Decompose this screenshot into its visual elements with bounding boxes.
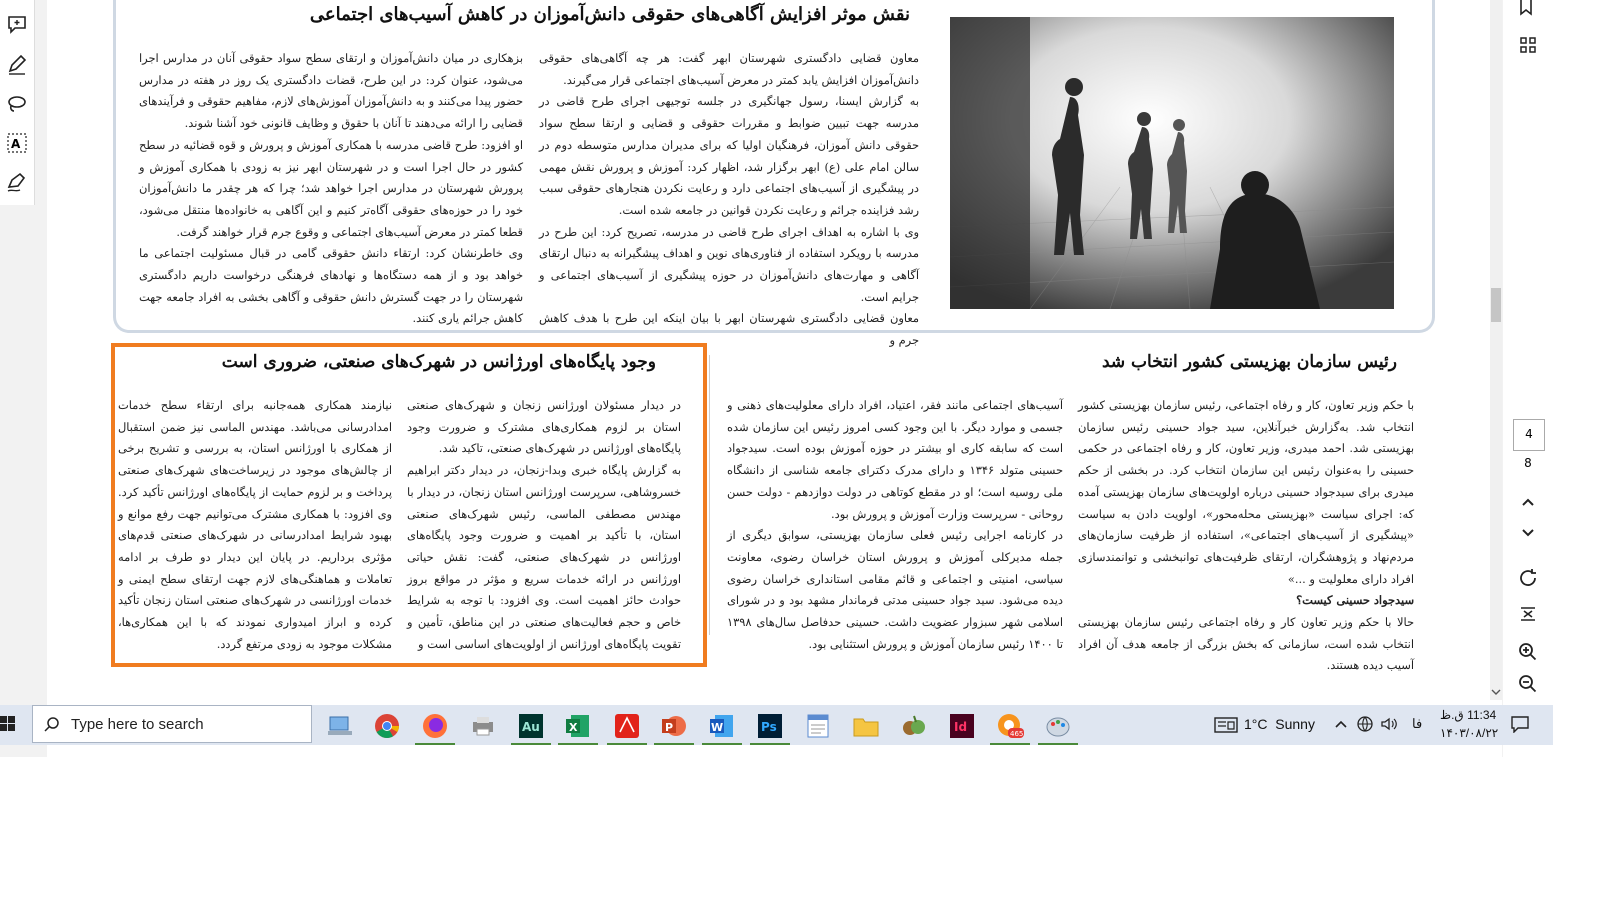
fit-page-icon[interactable] xyxy=(1516,602,1540,626)
top-article-col-right xyxy=(539,48,919,352)
paragraph: بزهکاری در میان دانش‌آموزان و ارتقای سطح سواد حقوقی آنان در مدارس اجرا می‌شود، عنوان کرد: در این طرح، قضات دادگستری یک روز در هفته در مدارس حضور پیدا می‌کنند و به دانش‌آموزان آموزش‌های لازم، مفاهیم حقوقی و فرآیندهای قضایی را ارائه می‌دهند تا آنان با حقوق و وظایف قانونی خود آشنا شوند. xyxy=(139,51,523,131)
paragraph: حالا با حکم وزیر تعاون کار و رفاه اجتماعی رئیس سازمان بهزیستی انتخاب شده است، سازمانی که بخش بزرگی از جامعه هدف آن افراد آسیب دیده هستند. xyxy=(1078,615,1414,673)
browser-badge-icon[interactable] xyxy=(995,711,1025,741)
welfare-article-title: رئیس سازمان بهزیستی کشور انتخاب شد xyxy=(1101,352,1397,372)
paragraph: نیازمند همکاری همه‌جانبه برای ارتقاء سطح خدمات امدادرسانی می‌باشد. مهندس الماسی نیز ضمن استقبال از همکاری با اورژانس استان، به بررسی و تشریح برخی از چالش‌های موجود در زیرساخت‌های شهرک‌های صنعتی پرداخت و بر لزوم حمایت از پایگاه‌های اورژانس تأکید کرد. وی افزود: با همکاری مشترک می‌توانیم جهت رفع موانع و بهبود شرایط امدادرسانی در شهرک‌های صنعتی قدم‌های مؤثری برداریم. در پایان این دیدار دو طرف بر ادامه تعاملات و هماهنگی‌های لازم جهت ارتقای سطح ایمنی و خدمات اورژانسی در شهرک‌های صنعتی استان زنجان تأکید کرده و ابراز امیدواری نمودند که با این همکاری‌ها، مشکلات موجود به زودی مرتفع گردد. xyxy=(118,398,392,651)
subheading: سیدجواد حسینی کیست؟ xyxy=(1296,593,1414,608)
show-hidden-icons-icon[interactable] xyxy=(1334,717,1348,731)
clock-date[interactable]: ۱۴۰۳/۰۸/۲۲ xyxy=(1440,726,1499,740)
running-indicator xyxy=(511,743,551,745)
weather-news-icon[interactable] xyxy=(1214,716,1238,734)
paragraph: وی خاطرنشان کرد: ارتقاء دانش حقوقی گامی در قبال مسئولیت اجتماعی ما خواهد بود و از همه دستگاه‌ها و نهادهای فرهنگی درخواست داریم دادگستری شهرستان را در جهت گسترش دانش حقوقی و آگاهی بخشی به افراد جامعه جهت کاهش جرائم یاری کنند. xyxy=(139,246,523,326)
svg-text:Ps: Ps xyxy=(761,720,777,734)
search-placeholder: Type here to search xyxy=(71,716,204,733)
firefox-icon[interactable] xyxy=(420,711,450,741)
vertical-scrollbar[interactable] xyxy=(1490,0,1502,700)
audition-icon[interactable] xyxy=(516,711,546,741)
running-indicator xyxy=(607,743,647,745)
acrobat-icon[interactable] xyxy=(612,711,642,741)
word-icon[interactable] xyxy=(707,711,737,741)
indesign-icon[interactable] xyxy=(947,711,977,741)
article-photo xyxy=(950,17,1394,309)
svg-text:P: P xyxy=(665,721,674,734)
welfare-col-left xyxy=(727,395,1063,655)
chrome-icon[interactable] xyxy=(372,711,402,741)
welfare-col-right xyxy=(1078,395,1414,677)
volume-icon[interactable] xyxy=(1380,715,1398,733)
total-pages: 8 xyxy=(1524,456,1532,470)
emergency-article-title: وجود پایگاه‌های اورژانس در شهرک‌های صنعتی، ضروری است xyxy=(221,352,656,372)
document-page xyxy=(47,0,1502,757)
paragraph: به گزارش پایگاه خبری وبدا-زنجان، در دیدار دکتر ابراهیم خسروشاهی، سرپرست اورژانس استان زنجان، در دیدار با مهندس مصطفی الماسی، رئیس شهرک‌های صنعتی استان، با تأکید بر اهمیت و ضرورت وجود پایگاه‌های اورژانس در شهرک‌های صنعتی، گفت: نقش حیاتی اورژانس در ارائه خدمات سریع و مؤثر در مواقع بروز حوادث حائز اهمیت است. وی افزود: با توجه به شرایط خاص و حجم فعالیت‌های صنعتی در این مناطق، تأمین و تقویت پایگاه‌های اورژانس از اولویت‌های اساسی است و xyxy=(407,463,681,651)
notifications-icon[interactable] xyxy=(1510,715,1530,733)
weather-text[interactable]: 1°C Sunny xyxy=(1244,716,1315,732)
search-icon xyxy=(43,716,61,734)
running-indicator xyxy=(654,743,694,745)
scrollbar-thumb[interactable] xyxy=(1491,288,1501,322)
zoom-in-icon[interactable] xyxy=(1516,640,1540,664)
powerpoint-icon[interactable] xyxy=(659,711,689,741)
running-indicator xyxy=(702,743,742,745)
network-globe-icon[interactable] xyxy=(1356,715,1374,733)
game-icon[interactable] xyxy=(899,711,929,741)
paragraph: آسیب‌های اجتماعی مانند فقر، اعتیاد، افراد دارای معلولیت‌های ذهنی و جسمی و موارد دیگر. با این وجود کسی امروز رئیس این سازمان شده است که سابقه کاری او بیشتر در حوزه آموزش بوده است. سیدجواد حسینی متولد ۱۳۴۶ و دارای مدرک دکترای جامعه شناسی از دانشگاه ملی روسیه است؛ او در مقطع کوتاهی در دولت دوازدهم - دولت حسن روحانی - سرپرست وزارت آموزش و پرورش بود. xyxy=(727,398,1064,521)
svg-text:W: W xyxy=(711,721,724,734)
clock-time[interactable]: 11:34 ق.ظ xyxy=(1440,708,1497,722)
pen-icon[interactable] xyxy=(6,54,28,76)
paragraph: او افزود: طرح قاضی مدرسه با همکاری آموزش و پرورش و قوه قضائیه در سطح کشور در حال اجرا است و در شهرستان ابهر نیز به زودی با همکاری آموزش و پرورش شهرستان در مدارس اجرا خواهد شد؛ چرا که هر چقدر ما دانش‌آموزان خود را در حوزه‌های حقوقی آگاه‌تر کنیم و این آگاهی به خانواده‌ها منتقل می‌شود، قطعا کمتر در معرض آسیب‌های اجتماعی و وقوع جرم قرار خواهند گرفت. xyxy=(139,137,523,239)
paragraph: در کارنامه اجرایی رئیس فعلی سازمان بهزیستی، سوابق دیگری از جمله مدیرکلی آموزش و پرورش استان خراسان رضوی، معاونت سیاسی، امنیتی و اجتماعی و قائم مقامی استانداری خراسان رضوی دیده می‌شود. سید جواد حسینی مدتی فرماندار مشهد بود و در شورای اسلامی شهر سبزوار عضویت داشت. حسینی حدفاصل سال‌های ۱۳۹۸ تا ۱۴۰۰ رئیس سازمان آموزش و پرورش استثنایی بود. xyxy=(727,528,1063,651)
windows-taskbar xyxy=(0,705,1553,745)
emergency-col-left xyxy=(118,395,392,655)
people-walking-image xyxy=(950,17,1394,309)
svg-text:A: A xyxy=(11,137,21,151)
paragraph: به گزارش ایسنا، رسول جهانگیری در جلسه توجیهی اجرای طرح قاضی در مدرسه جهت تبیین ضوابط و مقررات حقوقی و قضایی و ارتقا سطح سواد حقوقی دانش آموزان، فرهنگیان اولیا که برای مدیران مدارس متوسطه دوم در سالن امام علی (ع) ابهر برگزار شد، اظهار کرد: آموزش و پرورش نقش مهمی در پیشگیری از آسیب‌های اجتماعی دارد و رعایت نکردن هنجارهای حقوقی سبب رشد فزاینده جرائم و رعایت نکردن قوانین در جامعه شده است. xyxy=(539,94,919,217)
running-indicator xyxy=(750,743,790,745)
paragraph: با حکم وزیر تعاون، کار و رفاه اجتماعی، رئیس سازمان بهزیستی کشور انتخاب شد. به‌گزارش خبرآنلاین، سید جواد حسینی رئیس سازمان بهزیستی شد. احمد میدری، وزیر تعاون، کار و رفاه اجتماعی در حکمی حسینی را به‌عنوان رئیس این سازمان انتخاب کرد. در بخشی از حکم میدری برای سیدجواد حسینی درباره اولویت‌های سازمان بهزیستی آمده که: اجرای سیاست «بهزیستی محله‌محور»، اولویت دادن به سیاست «پیشگیری از آسیب‌های اجتماعی»، استفاده از ظرفیت سازمان‌های مردم‌نهاد و پژوهشگران، ارتقای ظرفیت‌های توانبخشی و توانمندسازی افراد دارای معلولیت و ...» xyxy=(1078,398,1414,586)
emergency-col-right xyxy=(407,395,681,655)
rotate-icon[interactable] xyxy=(1516,566,1540,590)
running-indicator xyxy=(990,743,1030,745)
paragraph: معاون قضایی دادگستری شهرستان ابهر با بیان اینکه این طرح با هدف کاهش جرم و xyxy=(539,311,919,348)
excel-icon[interactable] xyxy=(563,711,593,741)
current-page-field[interactable]: 4 xyxy=(1513,419,1545,451)
running-indicator xyxy=(415,743,455,745)
folder-icon[interactable] xyxy=(851,711,881,741)
running-indicator xyxy=(558,743,598,745)
annotation-toolbar xyxy=(0,0,35,205)
lasso-icon[interactable] xyxy=(6,93,28,115)
photoshop-icon[interactable] xyxy=(755,711,785,741)
scroll-down-arrow-icon[interactable] xyxy=(1491,688,1501,696)
windows-start-icon[interactable] xyxy=(0,716,16,732)
next-page-icon[interactable] xyxy=(1516,521,1540,545)
thumbnails-grid-icon[interactable] xyxy=(1519,36,1537,54)
svg-text:X: X xyxy=(569,721,578,734)
badge-count: 465 xyxy=(1010,730,1024,738)
notepad-icon[interactable] xyxy=(803,711,833,741)
svg-text:Id: Id xyxy=(954,720,968,734)
sign-icon[interactable] xyxy=(6,171,28,193)
printer-icon[interactable] xyxy=(468,711,498,741)
paragraph: در دیدار مسئولان اورژانس زنجان و شهرک‌های صنعتی استان بر لزوم همکاری‌های مشترک و ضرورت وجود پایگاه‌های اورژانس در شهرک‌های صنعتی، تاکید شد. xyxy=(407,398,681,456)
top-article-col-left xyxy=(139,48,523,330)
running-indicator xyxy=(1038,743,1078,745)
column-divider xyxy=(709,355,710,635)
file-explorer-icon[interactable] xyxy=(325,711,355,741)
taskbar-search-box[interactable] xyxy=(32,705,312,743)
keyboard-language[interactable]: فا xyxy=(1412,716,1423,731)
previous-page-icon[interactable] xyxy=(1516,490,1540,514)
paint-icon[interactable] xyxy=(1043,711,1073,741)
article-title: نقش موثر افزایش آگاهی‌های حقوقی دانش‌آموزان در کاهش آسیب‌های اجتماعی xyxy=(309,4,910,25)
add-comment-icon[interactable] xyxy=(6,14,28,36)
svg-text:Au: Au xyxy=(522,720,540,734)
bookmark-icon[interactable] xyxy=(1517,0,1537,18)
zoom-out-icon[interactable] xyxy=(1516,672,1540,696)
paragraph: وی با اشاره به اهداف اجرای طرح قاضی در مدرسه، تصریح کرد: این طرح در مدرسه با رویکرد استفاده از فناوری‌های نوین و اهداف پیشگیرانه به دنبال ارتقای آگاهی و مهارت‌های دانش‌آموزان در حوزه پیشگیری از آسیب‌های اجتماعی و جرایم است. xyxy=(539,224,919,304)
paragraph: معاون قضایی دادگستری شهرستان ابهر گفت: هر چه آگاهی‌های حقوقی دانش‌آموزان افزایش یابد کمتر در معرض آسیب‌های اجتماعی قرار می‌گیرند. xyxy=(539,51,919,87)
text-select-icon[interactable] xyxy=(6,132,28,154)
